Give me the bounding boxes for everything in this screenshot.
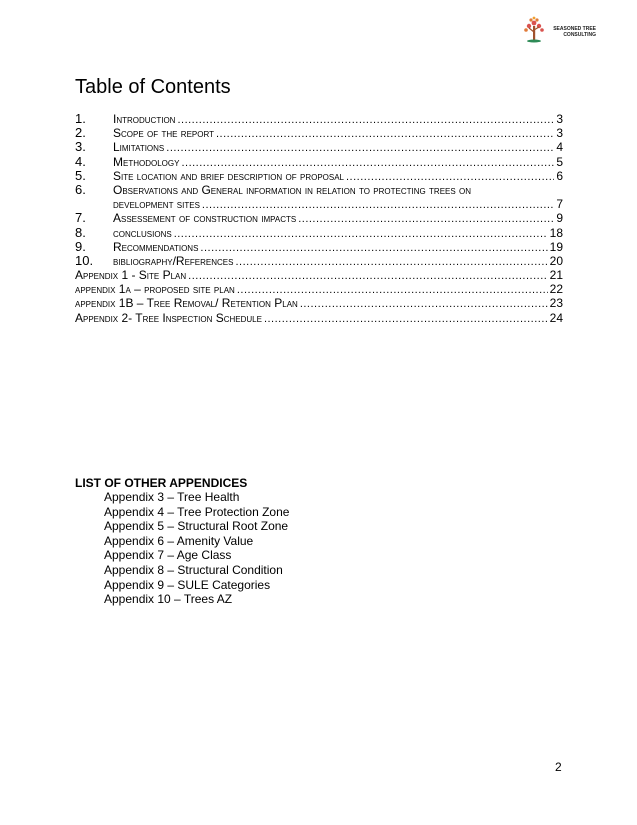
toc-number: 9. (75, 238, 86, 254)
toc-page: 3 (556, 112, 563, 126)
toc-number: 6. (75, 181, 86, 197)
toc-title: Scope of the report (113, 126, 214, 141)
toc-page: 9 (556, 211, 563, 226)
toc-title: bibliography/References (113, 253, 234, 268)
appendix-item: Appendix 5 – Structural Root Zone (104, 519, 289, 534)
toc-page: 5 (556, 154, 563, 169)
toc-leader (200, 241, 547, 255)
appendix-item: Appendix 6 – Amenity Value (104, 533, 254, 548)
table-of-contents (75, 112, 563, 325)
toc-entry[interactable] (75, 155, 563, 169)
toc-entry[interactable] (75, 169, 563, 183)
appendix-item: Appendix 9 – SULE Categories (104, 577, 271, 592)
toc-leader (174, 227, 548, 241)
toc-leader (188, 269, 547, 283)
toc-title: Recommendations (113, 239, 199, 254)
page-number: 2 (555, 760, 562, 774)
toc-entry[interactable] (75, 282, 563, 296)
logo-line-1: SEASONED TREE (553, 26, 596, 32)
toc-title-continued: development sites (113, 197, 200, 212)
toc-title: Appendix 2- Tree Inspection Schedule (75, 310, 262, 325)
toc-page: 19 (549, 239, 563, 254)
toc-page: 3 (556, 126, 563, 141)
logo-text (546, 26, 596, 38)
toc-entry[interactable] (75, 268, 563, 282)
toc-title: Appendix 1 - Site Plan (75, 268, 187, 283)
other-appendices-list (104, 490, 289, 607)
toc-page: 4 (556, 140, 563, 155)
toc-page: 23 (549, 296, 563, 311)
toc-page: 18 (549, 225, 563, 240)
toc-title: Observations and General information in relation to protecting trees on (113, 182, 472, 197)
logo-line-2: CONSULTING (563, 32, 596, 38)
toc-title: Assessement of construction impacts (113, 211, 297, 226)
toc-page: 22 (549, 282, 563, 297)
appendix-item: Appendix 7 – Age Class (104, 548, 232, 563)
toc-number: 8. (75, 224, 86, 240)
toc-title: conclusions (113, 225, 172, 240)
toc-leader (300, 297, 548, 311)
toc-leader (346, 170, 554, 184)
appendix-item: Appendix 8 – Structural Condition (104, 562, 283, 577)
other-appendices-heading: LIST OF OTHER APPENDICES (75, 476, 248, 490)
toc-entry[interactable] (75, 311, 563, 325)
toc-title: appendix 1a – proposed site plan (75, 282, 235, 297)
toc-leader (298, 212, 554, 226)
toc-number: 5. (75, 167, 86, 183)
toc-leader (264, 312, 548, 326)
toc-number: 3. (75, 139, 86, 155)
toc-entry[interactable] (75, 140, 563, 154)
toc-title: Limitations (113, 140, 165, 155)
toc-entry-continued[interactable] (75, 197, 563, 211)
toc-title: Site location and brief description of proposal (113, 168, 344, 183)
toc-page: 24 (549, 310, 563, 325)
toc-entry[interactable] (75, 240, 563, 254)
toc-leader (177, 113, 554, 127)
appendix-item: Appendix 10 – Trees AZ (104, 592, 233, 607)
page-title: Table of Contents (75, 76, 231, 98)
toc-page: 7 (556, 197, 563, 212)
appendix-item: Appendix 3 – Tree Health (104, 490, 240, 504)
toc-entry[interactable] (75, 226, 563, 240)
toc-number: 2. (75, 125, 86, 141)
toc-leader (181, 156, 554, 170)
toc-number: 1. (75, 111, 86, 126)
toc-entry[interactable] (75, 211, 563, 225)
toc-number: 7. (75, 210, 86, 226)
toc-entry[interactable] (75, 254, 563, 268)
toc-number: 4. (75, 153, 86, 169)
toc-leader (235, 255, 547, 269)
toc-leader (237, 283, 548, 297)
toc-title: Introduction (113, 112, 176, 126)
toc-leader (202, 198, 554, 212)
toc-title: Methodology (113, 154, 180, 169)
toc-number: 10. (75, 252, 94, 268)
toc-title: appendix 1B – Tree Removal/ Retention Plan (75, 296, 298, 311)
toc-entry[interactable] (75, 183, 563, 197)
toc-leader (166, 141, 554, 155)
toc-page: 6 (556, 168, 563, 183)
appendix-item: Appendix 4 – Tree Protection Zone (104, 504, 290, 519)
toc-leader (216, 127, 554, 141)
toc-entry[interactable] (75, 126, 563, 140)
toc-entry[interactable] (75, 296, 563, 310)
toc-page: 20 (549, 253, 563, 268)
toc-entry[interactable] (75, 112, 563, 126)
toc-page: 21 (549, 268, 563, 283)
